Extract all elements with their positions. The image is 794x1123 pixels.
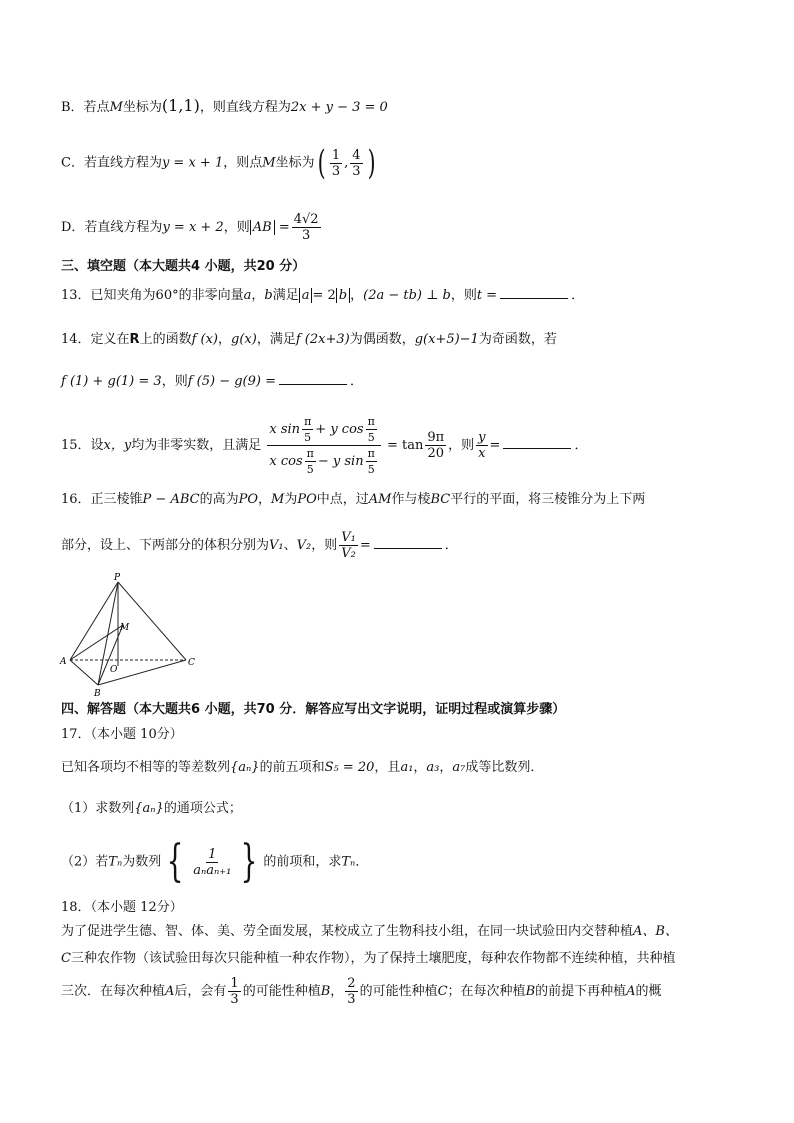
text: 的前项和，求 bbox=[263, 854, 342, 870]
coordinate: (1,1) bbox=[161, 96, 200, 115]
text: 坐标为 bbox=[275, 155, 315, 171]
text: ，且 bbox=[374, 760, 401, 775]
pyramid-figure bbox=[58, 570, 208, 700]
sum: Tₙ bbox=[108, 854, 123, 870]
section-4-title: 四、解答题（本大题共6 小题，共70 分．解答应写出文字说明，证明过程或演算步骤） bbox=[61, 702, 566, 717]
label-b: B bbox=[94, 689, 101, 699]
denominator bbox=[267, 446, 380, 477]
numerator bbox=[267, 414, 380, 446]
text: ． bbox=[574, 438, 588, 453]
label-c: C bbox=[188, 658, 195, 668]
text: = bbox=[359, 538, 371, 553]
text: 的通项公式； bbox=[163, 801, 242, 816]
denominator: 3 bbox=[230, 992, 239, 1007]
text: 16．正三棱锥 bbox=[61, 492, 143, 507]
text: 、 bbox=[283, 538, 297, 553]
text: （2）若 bbox=[61, 854, 109, 870]
volume: V₁ bbox=[269, 538, 284, 553]
numerator: 1 bbox=[230, 976, 239, 991]
crop: C bbox=[61, 951, 71, 966]
text: ，则 bbox=[448, 438, 475, 453]
numerator: y bbox=[478, 430, 486, 445]
fraction bbox=[228, 976, 240, 1007]
numerator: 4 bbox=[352, 147, 361, 163]
question-18-head: 18．（本小题 12分） bbox=[61, 900, 183, 915]
text: ， bbox=[413, 760, 427, 775]
question-14-line-2 bbox=[61, 372, 363, 392]
text: 为奇函数，若 bbox=[478, 332, 557, 347]
text: = 2 bbox=[312, 288, 336, 303]
function-expr: f (2x+3) bbox=[295, 332, 350, 347]
text: 中点，过 bbox=[316, 492, 369, 507]
text: 13．已知夹角为60°的非零向量 bbox=[61, 288, 244, 303]
text: 15．设 bbox=[61, 438, 104, 453]
text: 的概 bbox=[635, 984, 662, 999]
fraction bbox=[350, 148, 362, 179]
crop: B bbox=[525, 984, 536, 999]
text: ， bbox=[218, 332, 232, 347]
volume: V₂ bbox=[296, 538, 312, 553]
text: 的可能性种植 bbox=[359, 984, 438, 999]
crop: B bbox=[320, 984, 331, 999]
text: 后，会有 bbox=[174, 984, 227, 999]
denominator: V₂ bbox=[341, 546, 356, 561]
fraction bbox=[330, 148, 342, 179]
condition: (2a − tb) ⊥ b bbox=[363, 288, 451, 303]
text: 为了促进学生德、智、体、美、劳全面发展，某校成立了生物科技小组，在同一块试验田内交替种植 bbox=[61, 924, 634, 939]
text: 的前五项和 bbox=[259, 760, 325, 775]
option-c-label: C．若直线方程为 bbox=[61, 155, 162, 171]
text: 已知各项均不相等的等差数列 bbox=[61, 760, 231, 775]
text: 坐标为 bbox=[122, 100, 162, 115]
equals: = bbox=[278, 220, 290, 235]
label-o: O bbox=[110, 665, 118, 675]
crop: C bbox=[437, 984, 448, 999]
text: 的高为 bbox=[199, 492, 239, 507]
question-18-line-3 bbox=[61, 976, 662, 1008]
text: ， bbox=[330, 984, 344, 999]
question-17-part-1 bbox=[61, 799, 242, 819]
text: 为偶函数， bbox=[349, 332, 415, 347]
numerator: π bbox=[367, 447, 375, 460]
option-d bbox=[61, 212, 323, 243]
denominator: 3 bbox=[331, 163, 341, 179]
text: ，则 bbox=[223, 220, 250, 235]
equation: 2x + y − 3 = 0 bbox=[290, 100, 388, 115]
text: ，则直线方程为 bbox=[199, 100, 291, 115]
text: ， bbox=[258, 492, 272, 507]
sequence: {aₙ} bbox=[230, 760, 260, 775]
text: ． bbox=[349, 374, 363, 389]
text: ． bbox=[444, 538, 458, 553]
text: x sin bbox=[269, 422, 301, 437]
numerator: 1 bbox=[208, 846, 217, 862]
denominator: x bbox=[478, 446, 486, 461]
text: ． bbox=[355, 854, 369, 870]
text: 三种农作物（该试验田每次只能种植一种农作物），为了保持土壤肥度，每种农作物都不连续种植，共种植 bbox=[70, 951, 676, 966]
numerator: π bbox=[306, 447, 314, 460]
real-set: R bbox=[129, 332, 140, 347]
option-c: C．若直线方程为y = x + 1，则点M坐标为( $\frac{1}{3}$ , $\frac{4}{3}$ ) bbox=[61, 143, 376, 183]
text: ，则 bbox=[161, 374, 188, 389]
equation: y = x + 2 bbox=[162, 220, 224, 235]
text: 三次．在每次种植 bbox=[61, 984, 166, 999]
answer-blank[interactable] bbox=[503, 436, 571, 449]
function-g: g(x) bbox=[231, 332, 257, 347]
question-18-line-1 bbox=[61, 922, 678, 942]
term: a₁ bbox=[400, 760, 414, 775]
pyramid: P − ABC bbox=[142, 492, 200, 507]
text: 为数列 bbox=[122, 854, 162, 870]
numerator: 1 bbox=[331, 147, 341, 163]
crops: A、B、 bbox=[633, 924, 678, 939]
numerator: V₁ bbox=[341, 530, 356, 545]
answer-blank[interactable] bbox=[374, 536, 442, 549]
text: ，满足 bbox=[256, 332, 296, 347]
numerator: π bbox=[367, 415, 375, 428]
denominator: 20 bbox=[427, 446, 445, 461]
main-fraction bbox=[267, 414, 380, 477]
question-17-part-2 bbox=[61, 836, 369, 887]
left-paren: ( bbox=[317, 143, 326, 183]
right-paren: ) bbox=[367, 143, 376, 183]
question-14-line-1 bbox=[61, 330, 557, 350]
question-17-head: 17．（本小题 10分） bbox=[61, 727, 183, 742]
denominator: 3 bbox=[347, 992, 356, 1007]
text: ；在每次种植 bbox=[447, 984, 526, 999]
left-brace: { bbox=[166, 836, 184, 887]
text: = tan bbox=[386, 438, 424, 453]
equation: y = x + 1 bbox=[161, 155, 224, 171]
text: ， bbox=[350, 288, 364, 303]
text: （1）求数列 bbox=[61, 801, 135, 816]
fraction bbox=[425, 430, 446, 461]
fraction bbox=[292, 212, 321, 243]
fraction bbox=[366, 446, 377, 477]
section-3-title: 三、填空题（本大题共4 小题，共20 分） bbox=[61, 259, 306, 274]
text: ，则 bbox=[311, 538, 338, 553]
text: 成等比数列． bbox=[465, 760, 544, 775]
label-a: A bbox=[60, 657, 67, 667]
norm-b: b bbox=[336, 288, 350, 303]
text: = bbox=[489, 438, 501, 453]
fraction bbox=[191, 847, 233, 878]
text: 部分，设上、下两部分的体积分别为 bbox=[61, 538, 270, 553]
crop: A bbox=[626, 984, 636, 999]
fraction bbox=[366, 414, 377, 445]
text: 14．定义在 bbox=[61, 332, 130, 347]
text: ， bbox=[251, 288, 265, 303]
point: M bbox=[271, 492, 285, 507]
term: a₇ bbox=[452, 760, 466, 775]
answer-blank[interactable] bbox=[279, 372, 347, 385]
variable-t: t = bbox=[476, 288, 498, 303]
denominator: 5 bbox=[367, 463, 375, 476]
fraction bbox=[345, 976, 357, 1007]
numerator: 2 bbox=[347, 976, 356, 991]
option-b bbox=[61, 96, 388, 118]
question-16-line-1 bbox=[61, 490, 645, 510]
text: 的前提下再种植 bbox=[535, 984, 627, 999]
text: 上的函数 bbox=[139, 332, 192, 347]
vector-b: b bbox=[264, 288, 273, 303]
text: 的可能性种植 bbox=[242, 984, 321, 999]
text: ，则 bbox=[450, 288, 477, 303]
crop: A bbox=[165, 984, 175, 999]
fraction bbox=[302, 414, 313, 445]
option-b-label: B．若点 bbox=[61, 100, 110, 115]
label-m: M bbox=[120, 623, 130, 633]
segment: BC bbox=[430, 492, 451, 507]
text: 均为非零实数，且满足 bbox=[131, 438, 262, 453]
text: ， bbox=[439, 760, 453, 775]
point-m: M bbox=[109, 100, 123, 115]
sequence: {aₙ} bbox=[134, 801, 164, 816]
text: + y cos bbox=[315, 422, 364, 437]
text: ，则点 bbox=[223, 155, 263, 171]
text: − y sin bbox=[317, 454, 364, 469]
denominator: 5 bbox=[367, 431, 375, 444]
numerator: 9π bbox=[427, 430, 445, 445]
expression: f (5) − g(9) = bbox=[187, 374, 276, 389]
numerator: 4√2 bbox=[293, 212, 319, 227]
text: x cos bbox=[269, 454, 303, 469]
question-16-line-2 bbox=[61, 530, 458, 562]
fraction bbox=[476, 430, 487, 461]
question-13 bbox=[61, 286, 584, 306]
function-expr: g(x+5)−1 bbox=[414, 332, 479, 347]
text: 满足 bbox=[272, 288, 299, 303]
denominator: 5 bbox=[306, 463, 314, 476]
vector-a: a bbox=[243, 288, 252, 303]
question-17-body bbox=[61, 758, 543, 778]
sum: S₅ = 20 bbox=[324, 760, 375, 775]
segment: PO bbox=[238, 492, 259, 507]
segment-ab: AB bbox=[250, 220, 275, 235]
question-18-line-2 bbox=[61, 949, 675, 969]
right-brace: } bbox=[240, 836, 258, 887]
fraction bbox=[305, 446, 316, 477]
denominator: 3 bbox=[352, 163, 361, 179]
function-f: f (x) bbox=[191, 332, 218, 347]
text: 平行的平面，将三棱锥分为上下两 bbox=[450, 492, 646, 507]
option-d-label: D．若直线方程为 bbox=[61, 220, 163, 235]
fraction bbox=[339, 530, 358, 561]
text: ． bbox=[571, 288, 585, 303]
point-m: M bbox=[262, 155, 276, 171]
text: 作与棱 bbox=[391, 492, 431, 507]
denominator: 5 bbox=[304, 431, 312, 444]
variables: x，y bbox=[103, 438, 132, 453]
numerator: π bbox=[304, 415, 312, 428]
denominator: 3 bbox=[301, 228, 311, 243]
term: a₃ bbox=[426, 760, 440, 775]
text: 为 bbox=[284, 492, 298, 507]
label-p: P bbox=[114, 573, 121, 583]
condition: f (1) + g(1) = 3 bbox=[61, 374, 162, 389]
norm-a: a bbox=[299, 288, 313, 303]
sum: Tₙ bbox=[341, 854, 356, 870]
segment: AM bbox=[368, 492, 392, 507]
answer-blank[interactable] bbox=[500, 286, 568, 299]
question-15 bbox=[61, 414, 587, 477]
segment: PO bbox=[297, 492, 317, 507]
denominator: aₙaₙ₊₁ bbox=[193, 862, 232, 878]
